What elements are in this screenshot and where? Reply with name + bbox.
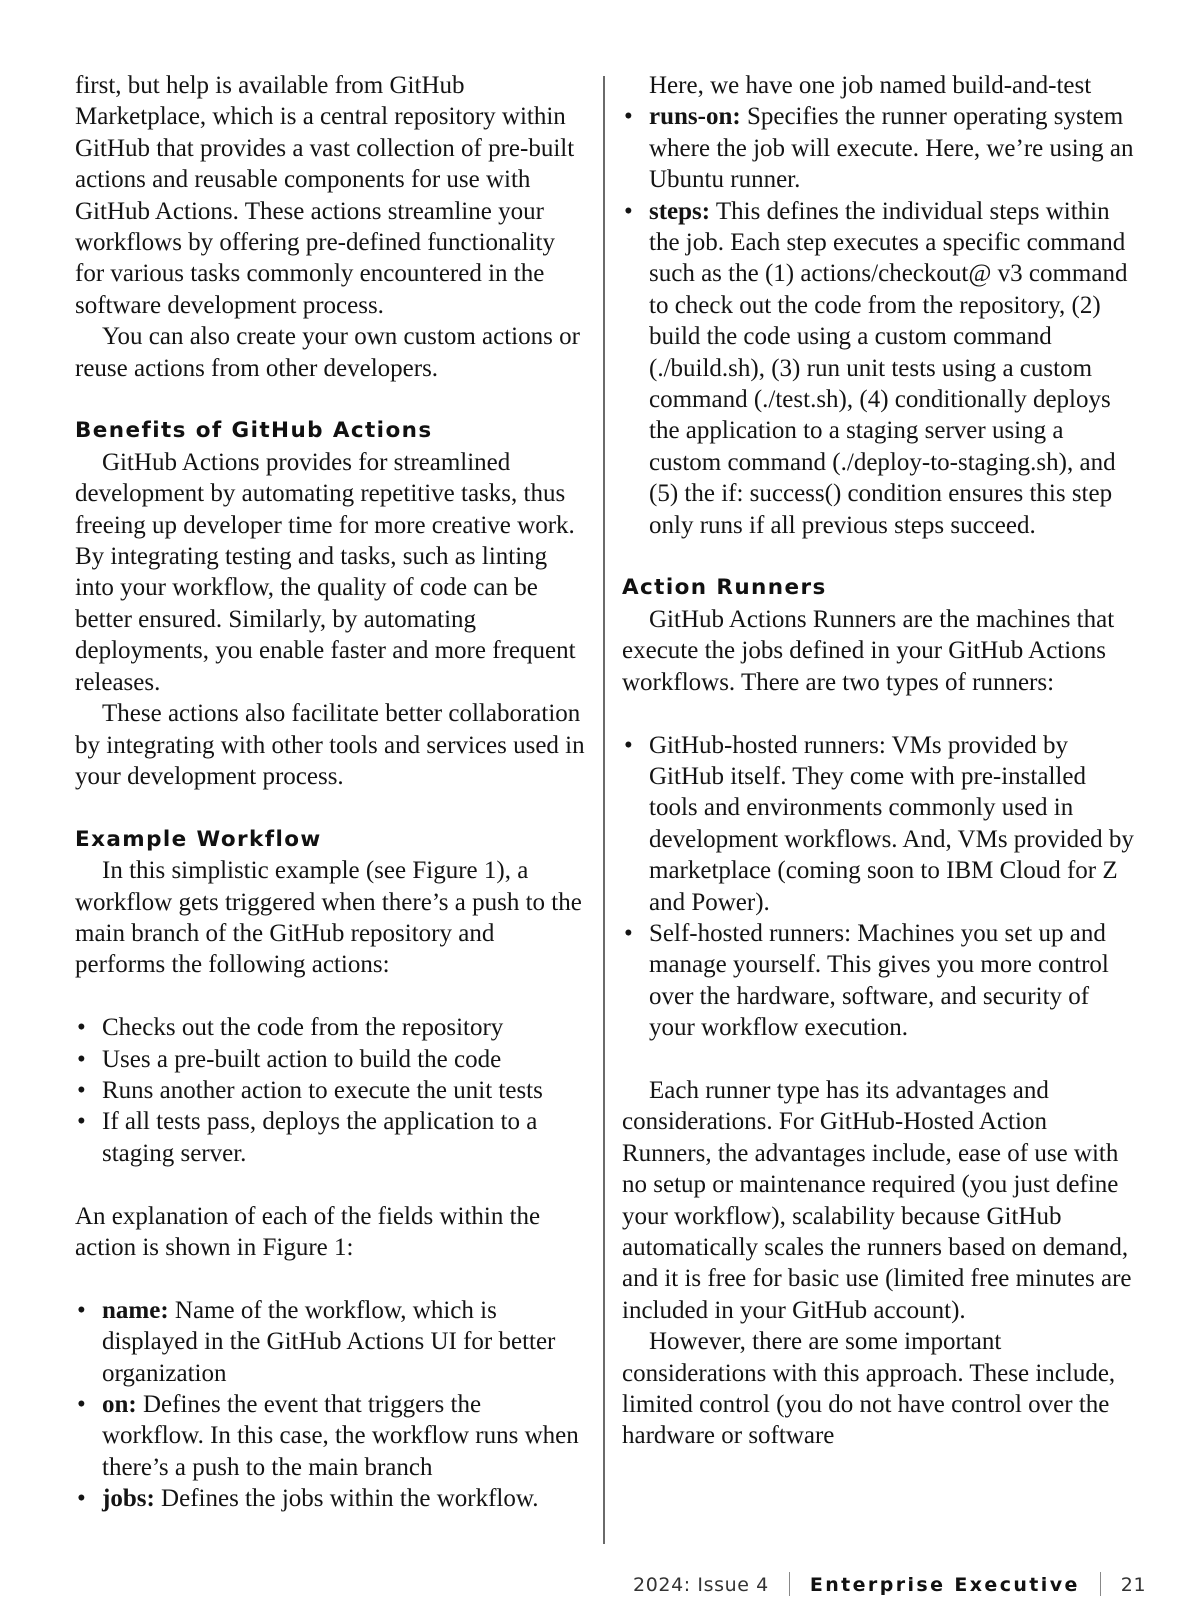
explanation-paragraph: An explanation of each of the fields within the action is shown in Figure 1: [75,1202,541,1261]
left-column [75,70,587,1515]
list-item: • Uses a pre-built action to build the code [75,1044,587,1075]
workflow-actions-list [75,1012,587,1169]
field-description: This defines the individual steps within the job. Each step executes a specific command such as the (1) actions/checkout@ v3 command to check out the code from the repository, (2) build the code using a custom command (./build.sh), (3) run unit tests using a custom command (./test.sh), (4) conditionally deploys the application to a staging server using a custom command (./deploy-to-staging.sh), and (5) the if: success() condition ensures this step only runs if all previous steps succeed. [649,197,1128,539]
spacer [75,1263,587,1294]
field-term: jobs: [102,1485,155,1513]
field-description: Specifies the runner operating system where the job will execute. Here, we’re using an Ubuntu runner. [649,103,1134,194]
field-term: name: [102,1296,169,1324]
list-item: • Runs another action to execute the unit tests [75,1075,587,1106]
field-term: on: [102,1390,137,1418]
field-description: Defines the jobs within the workflow. [154,1485,539,1513]
right-column [622,70,1140,1452]
benefits-paragraph-1: GitHub Actions provides for streamlined development by automating repetitive tasks, thus freeing up developer time for more creative work. By integrating testing and tasks, such as linting into your workflow, the quality of code can be better ensured. Similarly, by automating deployments, you enable faster and more frequent releases. [75,448,576,696]
list-item [622,101,1140,195]
action-runners-heading: Action Runners [622,575,827,601]
page-footer [633,1572,1146,1596]
spacer [622,541,1140,572]
jobs-continuation: Here, we have one job named build-and-test [649,72,1092,99]
runner-types-list [622,730,1140,1044]
spacer [622,698,1140,729]
page-number: 21 [1120,1574,1147,1596]
runners-paragraph-1: GitHub Actions Runners are the machines that execute the jobs defined in your GitHub Actions workflows. There are two types of runners: [622,605,1115,696]
spacer [622,1044,1140,1075]
list-item [75,1295,587,1389]
field-definitions-list-continued [622,101,1140,541]
spacer [75,792,587,823]
intro-paragraph-1: first, but help is available from GitHub Marketplace, which is a central repository within GitHub that provides a vast collection of pre-built actions and reusable components for use with GitHub Actions. These actions streamline your workflows by offering pre-defined functionality for various tasks commonly encountered in the software development process. [75,72,575,319]
list-item [622,196,1140,541]
column-divider [603,76,605,1544]
footer-separator [1100,1572,1101,1596]
spacer [75,981,587,1012]
field-description: Name of the workflow, which is displayed in the GitHub Actions UI for better organization [102,1296,556,1387]
field-definitions-list [75,1295,587,1515]
list-item: • Self-hosted runners: Machines you set up and manage yourself. This gives you more control over the hardware, software, and security of your workflow execution. [622,918,1140,1044]
list-item: • Checks out the code from the repository [75,1012,587,1043]
benefits-paragraph-2: These actions also facilitate better collaboration by integrating with other tools and services used in your development process. [75,700,585,790]
runners-paragraph-3: However, there are some important considerations with this approach. These include, limited control (you do not have control over the hardware or software [622,1328,1116,1450]
field-description: Defines the event that triggers the workflow. In this case, the workflow runs when there’s a push to the main branch [102,1390,579,1481]
publication-name: Enterprise Executive [809,1574,1080,1596]
list-item: • If all tests pass, deploys the application to a staging server. [75,1106,587,1169]
footer-separator [789,1572,790,1596]
issue-label: 2024: Issue 4 [633,1574,769,1596]
example-paragraph: In this simplistic example (see Figure 1), a workflow gets triggered when there’s a push to the main branch of the GitHub repository and performs the following actions: [75,857,582,979]
spacer [75,1169,587,1200]
runners-paragraph-2: Each runner type has its advantages and considerations. For GitHub-Hosted Action Runners, the advantages include, ease of use with no setup or maintenance required (you just define your workflow), scalability because GitHub automatically scales the runners based on demand, and it is free for basic use (limited free minutes are included in your GitHub account). [622,1076,1132,1324]
example-workflow-heading: Example Workflow [75,826,322,852]
list-item [75,1389,587,1483]
field-term: steps: [649,197,711,225]
list-item [75,1483,587,1514]
spacer [75,384,587,415]
list-item: • GitHub-hosted runners: VMs provided by GitHub itself. They come with pre-installed tools and environments commonly used in development workflows. And, VMs provided by marketplace (coming soon to IBM Cloud for Z and Power). [622,730,1140,918]
intro-paragraph-2: You can also create your own custom actions or reuse actions from other developers. [75,323,580,382]
benefits-heading: Benefits of GitHub Actions [75,418,433,444]
field-term: runs-on: [649,103,741,131]
